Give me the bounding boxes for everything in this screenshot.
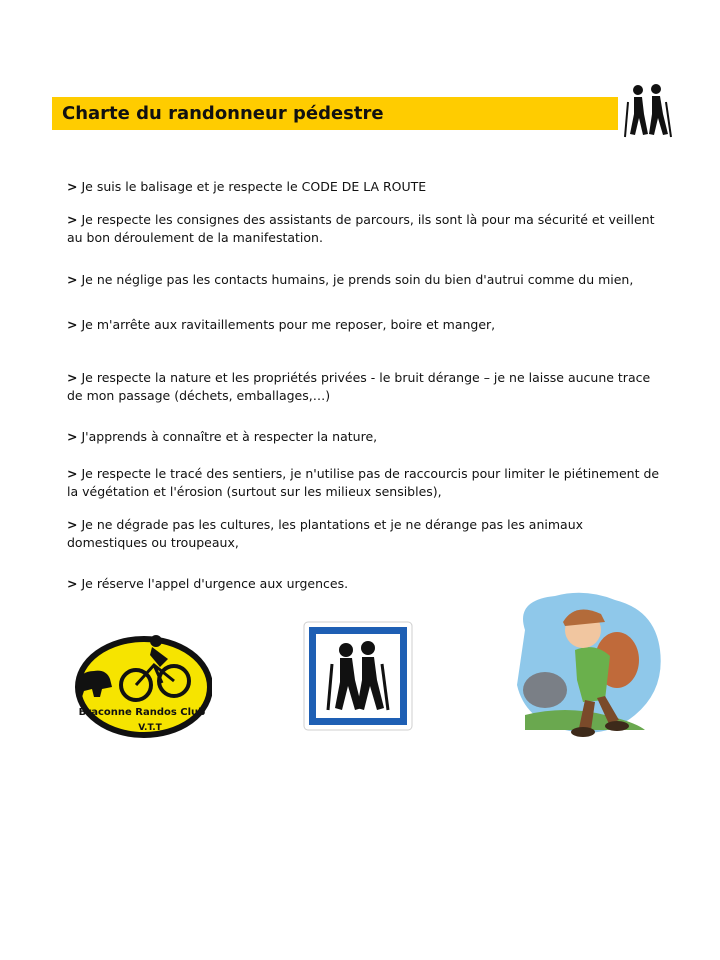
rule-marker: > [67, 179, 78, 194]
rule-text: Je ne néglige pas les contacts humains, je prends soin du bien d'autrui comme du mien, [81, 272, 634, 287]
cartoon-hiker-image [505, 590, 665, 745]
rule-text: Je respecte la nature et les propriétés privées - le bruit dérange – je ne laisse aucune trace de mon passage (déchets, emballages,…) [67, 370, 651, 403]
club-logo [72, 625, 212, 740]
rule-text: Je réserve l'appel d'urgence aux urgences. [81, 576, 349, 591]
rule-marker: > [67, 370, 78, 385]
rule-text: Je respecte le tracé des sentiers, je n'utilise pas de raccourcis pour limiter le piétinement de la végétation et l'érosion (surtout sur les milieux sensibles), [67, 466, 660, 499]
rule-marker: > [67, 317, 78, 332]
rule-marker: > [67, 576, 78, 591]
rule-text: Je suis le balisage et je respecte le CODE DE LA ROUTE [81, 179, 427, 194]
hikers-icon [622, 82, 674, 140]
rule-text: Je respecte les consignes des assistants de parcours, ils sont là pour ma sécurité et veillent au bon déroulement de la manifestation. [67, 212, 655, 245]
rule-text: Je m'arrête aux ravitaillements pour me reposer, boire et manger, [81, 317, 496, 332]
rule-item [67, 369, 667, 405]
rule-marker: > [67, 517, 78, 532]
rule-marker: > [67, 466, 78, 481]
title-bar [52, 97, 618, 130]
club-sub: V.T.T [138, 723, 162, 733]
rule-marker: > [67, 212, 78, 227]
page-title: Charte du randonneur pédestre [62, 103, 384, 124]
rule-marker: > [67, 272, 78, 287]
rule-item [67, 271, 667, 289]
rule-item [67, 211, 667, 247]
rule-item [67, 428, 667, 446]
rule-item [67, 178, 667, 196]
rule-text: J'apprends à connaître et à respecter la nature, [81, 429, 378, 444]
rule-item [67, 316, 667, 334]
hiking-sign [302, 620, 414, 732]
rule-item [67, 465, 667, 501]
rule-item [67, 516, 667, 552]
club-name: Braconne Randos Club [78, 707, 206, 718]
rule-marker: > [67, 429, 78, 444]
rule-text: Je ne dégrade pas les cultures, les plantations et je ne dérange pas les animaux domestiques ou troupeaux, [67, 517, 584, 550]
